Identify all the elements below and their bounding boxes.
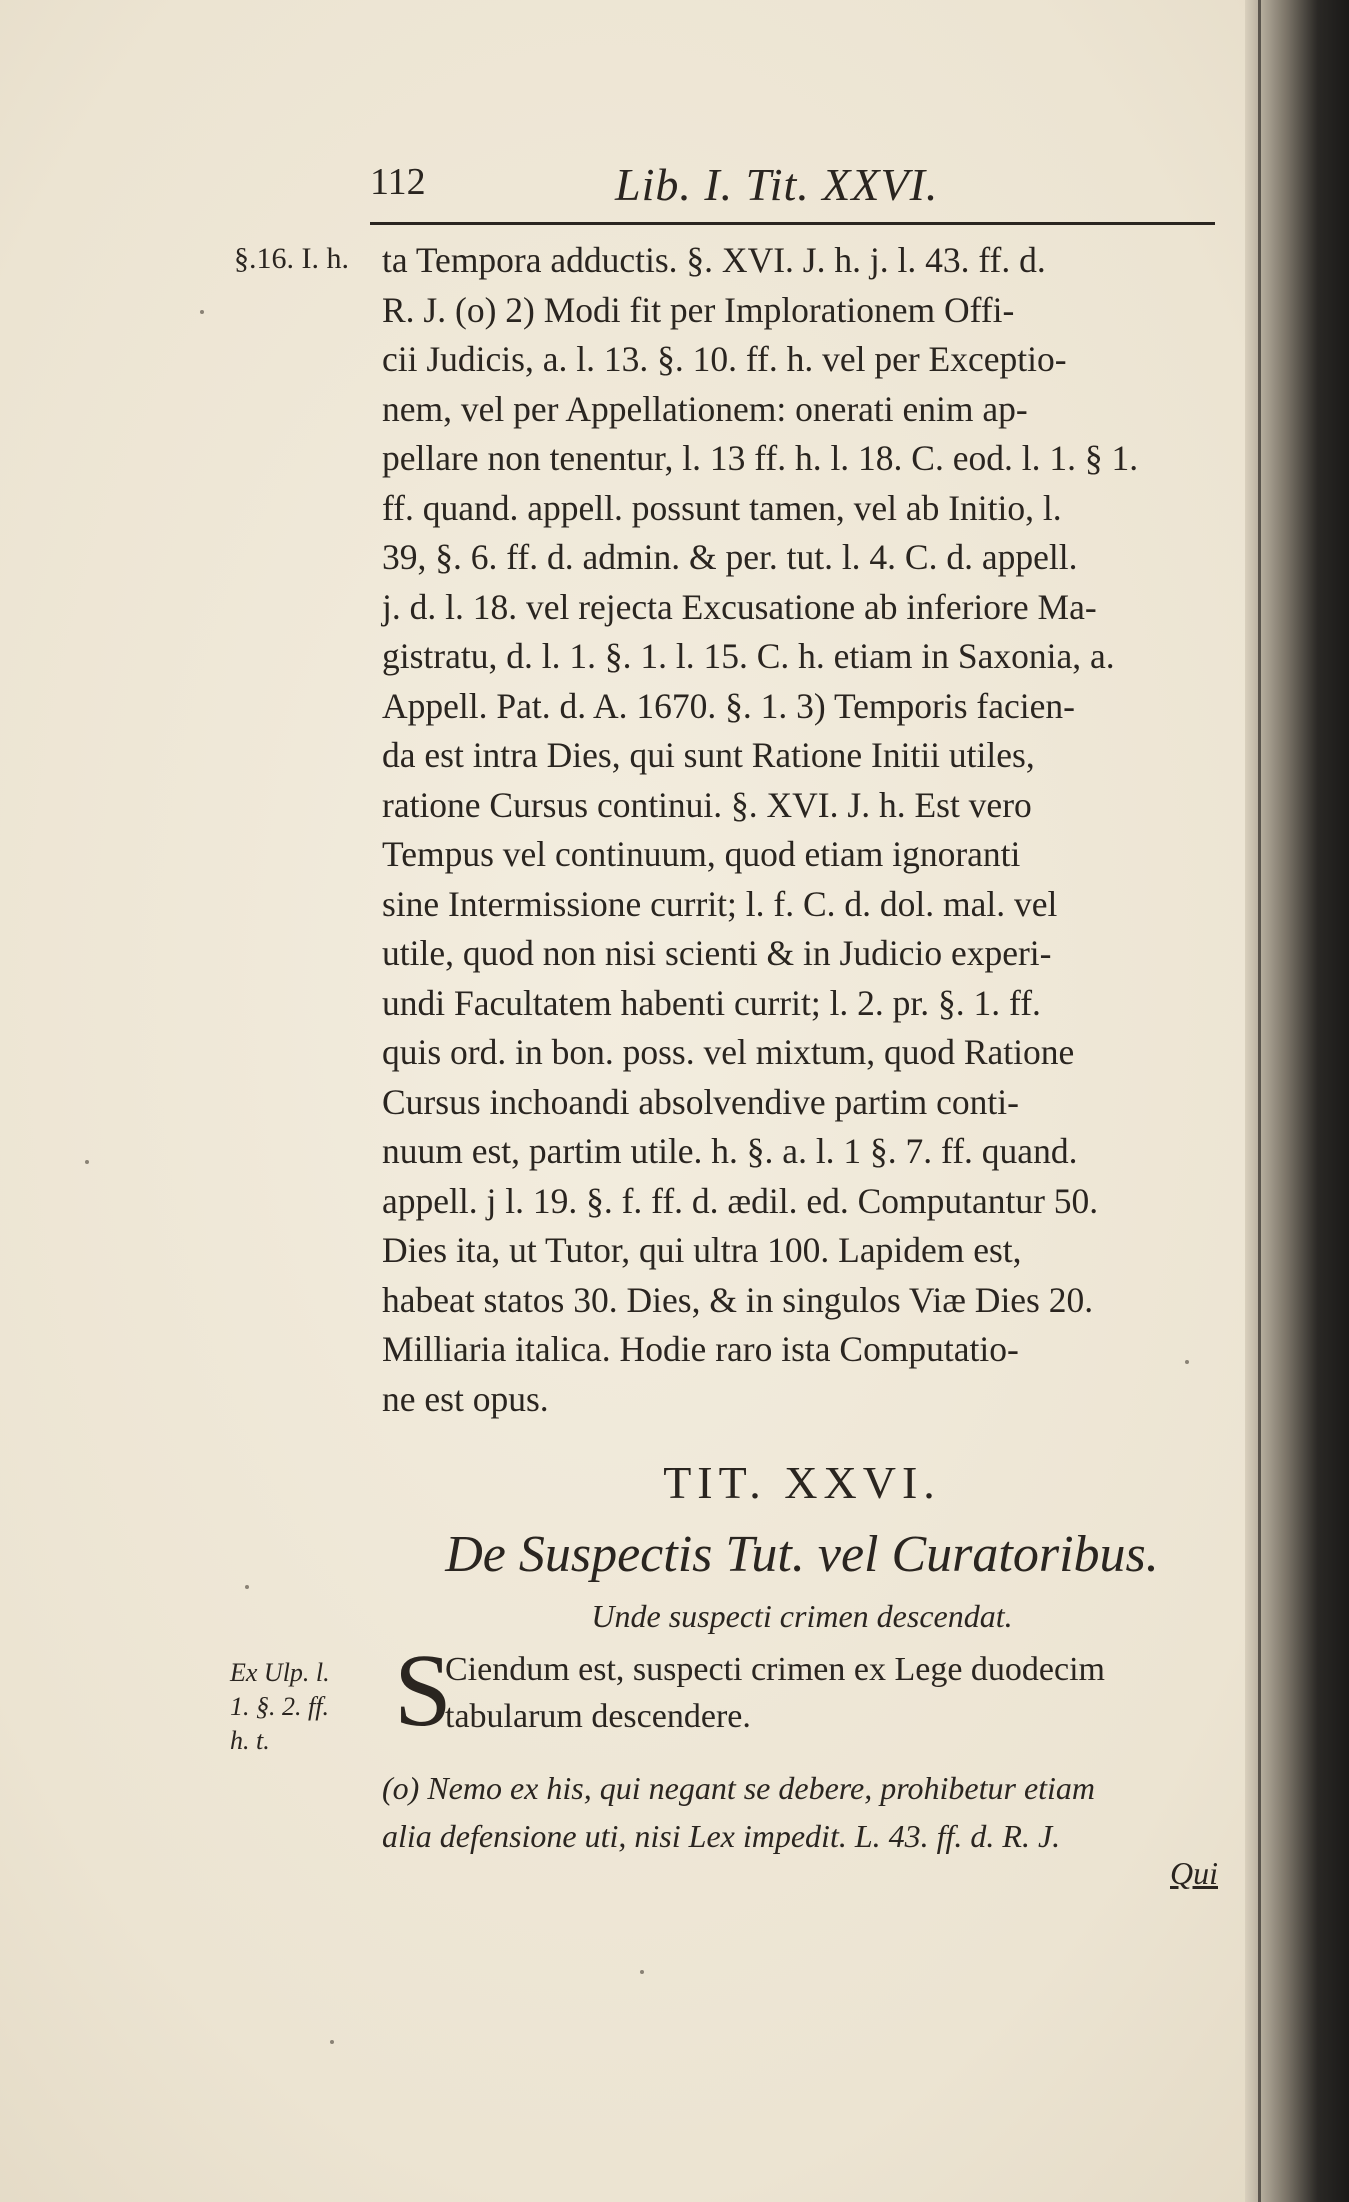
section-subtitle: De Suspectis Tut. vel Curatoribus. [445,1526,1159,1583]
footnote-line: alia defensione uti, nisi Lex impedit. L. 43. ff. d. R. J. [382,1818,1061,1854]
marginal-source-line: Ex Ulp. l. [230,1658,330,1687]
footnote-line: (o) Nemo ex his, qui negant se debere, prohibetur etiam [382,1770,1096,1806]
speck [200,310,204,314]
page-number: 112 [370,161,426,203]
head-rule [370,222,1215,225]
body-line: Milliaria italica. Hodie raro ista Computatio- [382,1329,1019,1369]
body-line: R. J. (o) 2) Modi fit per Implorationem Offi- [382,289,1015,330]
footnote [382,1764,1222,1860]
opening-line: tabularum descendere. [445,1698,751,1735]
body-line: Dies ita, ut Tutor, qui ultra 100. Lapidem est, [382,1230,1022,1270]
opening-line: Ciendum est, suspecti crimen ex Lege duodecim [445,1651,1105,1688]
body-line: da est intra Dies, qui sunt Ratione Initii utiles, [382,735,1035,775]
drop-cap: S [394,1633,452,1748]
body-line: utile, quod non nisi scienti & in Judicio experi- [382,933,1052,973]
body-line: Appell. Pat. d. A. 1670. §. 1. 3) Temporis facien- [382,685,1075,726]
body-line: ne est opus. [382,1378,549,1419]
running-head [370,158,1220,218]
running-head-title: Lib. I. Tit. XXVI. [615,159,939,210]
body-line: ta Tempora adductis. §. XVI. J. h. j. l. 43. ff. d. [382,240,1046,280]
speck [640,1970,644,1974]
speck [1185,1360,1189,1364]
body-line: pellare non tenentur, l. 13 ff. h. l. 18. C. eod. l. 1. § 1. [382,438,1139,478]
body-line: nem, vel per Appellationem: onerati enim ap- [382,388,1028,429]
body-line: j. d. l. 18. vel rejecta Excusatione ab inferiore Ma- [382,586,1097,627]
marginal-note-top: §.16. I. h. [234,242,349,275]
body-line: Tempus vel continuum, quod etiam ignoranti [382,834,1021,874]
body-line: appell. j l. 19. §. f. ff. d. ædil. ed. Computantur 50. [382,1180,1099,1221]
body-line: quis ord. in bon. poss. vel mixtum, quod Ratione [382,1032,1075,1072]
body-line: nuum est, partim utile. h. §. a. l. 1 §. 7. ff. quand. [382,1131,1078,1171]
body-line: gistratu, d. l. 1. §. 1. l. 15. C. h. etiam in Saxonia, a. [382,636,1115,676]
section-heading: TIT. XXVI. [663,1457,941,1508]
body-line: 39, §. 6. ff. d. admin. & per. tut. l. 4. C. d. appell. [382,537,1078,577]
section-rubric: Unde suspecti crimen descendat. [591,1598,1013,1634]
body-line: ff. quand. appell. possunt tamen, vel ab Initio, l. [382,487,1062,528]
marginal-source-note [230,1656,370,1758]
body-line: ratione Cursus continui. §. XVI. J. h. Est vero [382,784,1032,825]
marginal-source-line: h. t. [230,1726,270,1755]
body-line: undi Facultatem habenti currit; l. 2. pr. §. 1. ff. [382,982,1041,1023]
gutter-edge [1258,0,1261,2202]
body-line: sine Intermissione currit; l. f. C. d. dol. mal. vel [382,883,1058,924]
body-line: cii Judicis, a. l. 13. §. 10. ff. h. vel per Exceptio- [382,339,1067,379]
marginal-source-line: 1. §. 2. ff. [230,1692,329,1721]
opening-text [445,1646,1225,1740]
body-line: Cursus inchoandi absolvendive partim conti- [382,1081,1019,1122]
speck [85,1160,89,1164]
body-text [382,236,1222,1424]
speck [330,2040,334,2044]
speck [245,1585,249,1589]
catchword: Qui [1170,1855,1218,1891]
body-line: habeat statos 30. Dies, & in singulos Viæ Dies 20. [382,1279,1094,1320]
